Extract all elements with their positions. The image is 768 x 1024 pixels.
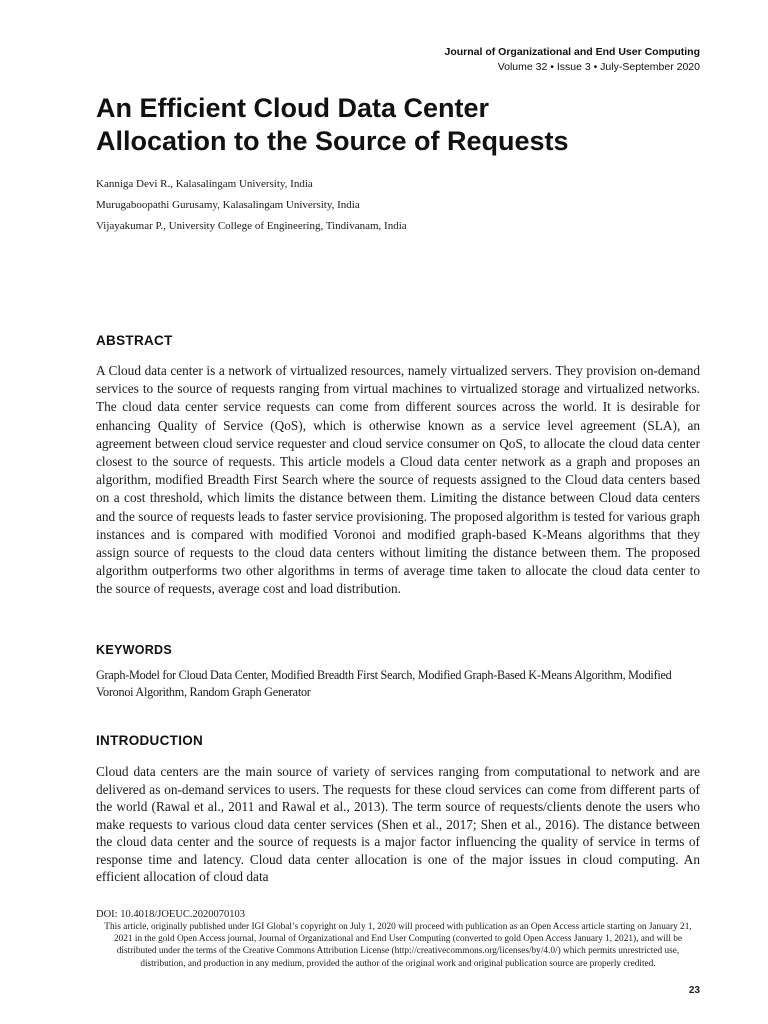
- keywords-text: Graph-Model for Cloud Data Center, Modified Breadth First Search, Modified Graph-Based K-Means Algorithm, Modified Voronoi Algorithm, Random Graph Generator: [96, 668, 672, 699]
- author-list: [96, 174, 407, 237]
- article-title: [96, 92, 696, 158]
- license-notice: This article, originally published under IGI Global’s copyright on July 1, 2020 will proceed with publication as an Open Access article starting on January 21, 2021 in the gold Open Access journal, Journal of Organizational and End User Computing (converted to gold Open Access January 1, 2021), and will be distributed under the terms of the Creative Commons Attribution License (http://creativecommons.org/licenses/by/4.0/) which permits unrestricted use, distribution, and production in any medium, provided the author of the original work and original publication source are properly credited.: [104, 922, 692, 969]
- title-line-2: Allocation to the Source of Requests: [96, 126, 569, 156]
- journal-header: [444, 45, 700, 75]
- author-2: Murugaboopathi Gurusamy, Kalasalingam University, India: [96, 199, 360, 211]
- abstract-heading: ABSTRACT: [96, 333, 173, 348]
- introduction-heading: INTRODUCTION: [96, 733, 204, 748]
- author-3: Vijayakumar P., University College of Engineering, Tindivanam, India: [96, 220, 407, 232]
- page-number: 23: [688, 985, 700, 996]
- issue-info: Volume 32 • Issue 3 • July-September 2020: [497, 61, 700, 73]
- title-line-1: An Efficient Cloud Data Center: [96, 93, 490, 123]
- keywords-heading: KEYWORDS: [96, 643, 173, 657]
- journal-name: Journal of Organizational and End User Computing: [444, 46, 700, 58]
- author-1: Kanniga Devi R., Kalasalingam University, India: [96, 178, 313, 190]
- introduction-text: Cloud data centers are the main source of variety of services ranging from computational to network and are delivered as on-demand services to users. The requests for these cloud services can come from different parts of the world (Rawal et al., 2011 and Rawal et al., 2013). The term source of requests/clients denote the users who make requests to various cloud data center services (Shen et al., 2017; Shen et al., 2016). The distance between the cloud data center and the source of requests is a major factor influencing the quality of service in terms of response time and latency. Cloud data center allocation is one of the major issues in cloud computing. An efficient allocation of cloud data: [96, 764, 700, 884]
- doi-link[interactable]: DOI: 10.4018/JOEUC.2020070103: [96, 909, 246, 920]
- abstract-text: A Cloud data center is a network of virtualized resources, namely virtualized servers. They provision on-demand services to the source of requests ranging from virtual machines to virtualized storage and virtualized networks. The cloud data center service requests can come from different sources across the world. It is desirable for enhancing Quality of Service (QoS), which is otherwise known as a service level agreement (SLA), an agreement between cloud service requester and cloud service consumer on QoS, to allocate the cloud data center closest to the source of requests. This article models a Cloud data center network as a graph and proposes an algorithm, modified Breadth First Search where the source of requests assigned to the Cloud data centers based on a cost threshold, which limits the distance between them. Limiting the distance between Cloud data centers and the source of requests leads to faster service provisioning. The proposed algorithm is tested for various graph instances and is compared with modified Voronoi and modified graph-based K-Means algorithms that they assign source of requests to the cloud data centers without limiting the distance between them. The proposed algorithm outperforms two other algorithms in terms of average time taken to allocate the cloud data center to the source of requests, average cost and load distribution.: [96, 363, 700, 597]
